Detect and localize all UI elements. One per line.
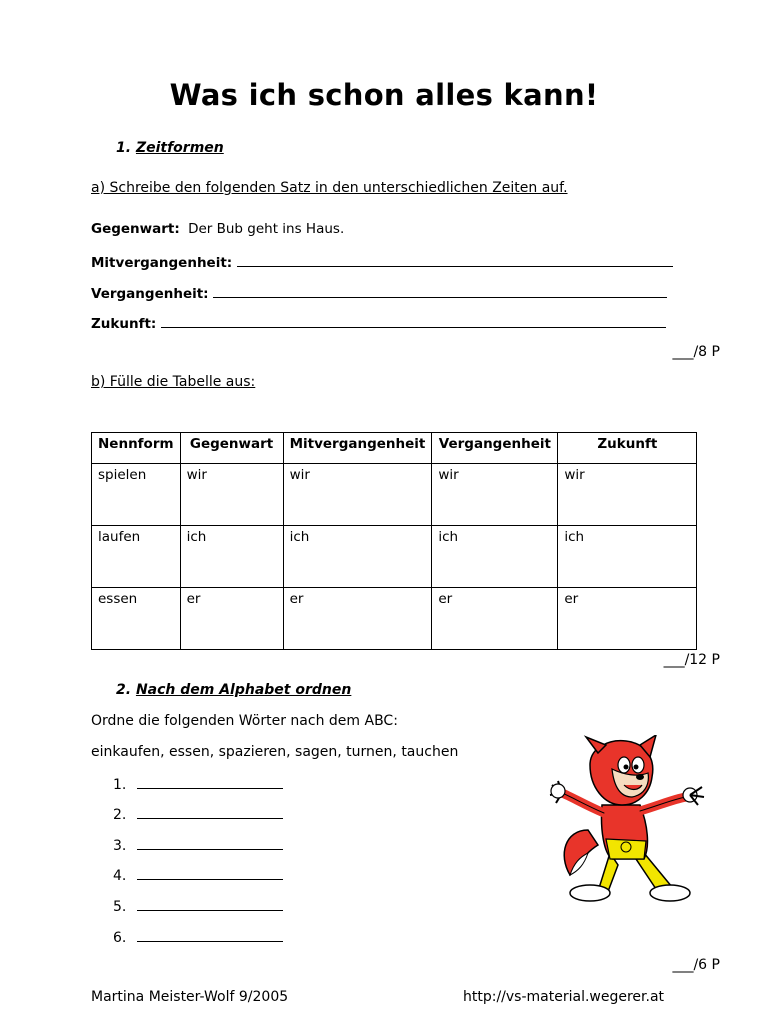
- row-value: Der Bub geht ins Haus.: [188, 221, 345, 237]
- table-cell[interactable]: er: [558, 588, 697, 650]
- section-1-number: 1.: [116, 140, 132, 156]
- list-item: [113, 835, 283, 854]
- table-cell[interactable]: ich: [558, 526, 697, 588]
- answer-line[interactable]: [213, 283, 667, 298]
- table-cell: essen: [92, 588, 181, 650]
- word-list: einkaufen, essen, spazieren, sagen, turnen, tauchen: [91, 744, 459, 760]
- points-a: ___/8 P: [672, 344, 720, 360]
- row-gegenwart: [91, 221, 344, 237]
- list-item: [113, 865, 283, 884]
- row-mitvergangenheit: [91, 252, 673, 271]
- table-row: [92, 526, 697, 588]
- row-zukunft: [91, 313, 666, 332]
- list-item: [113, 774, 283, 793]
- list-number: 3.: [113, 838, 127, 854]
- row-label: Mitvergangenheit:: [91, 255, 233, 271]
- section-2-heading: [116, 682, 351, 698]
- points-b: ___/12 P: [663, 652, 720, 668]
- section-1-heading: [116, 140, 224, 156]
- points-section-2: ___/6 P: [672, 957, 720, 973]
- list-number: 2.: [113, 807, 127, 823]
- footer-author: Martina Meister-Wolf 9/2005: [91, 989, 289, 1005]
- list-number: 4.: [113, 868, 127, 884]
- answer-line[interactable]: [137, 927, 283, 942]
- table-cell[interactable]: ich: [432, 526, 558, 588]
- table-cell[interactable]: er: [180, 588, 283, 650]
- tenses-table: [91, 432, 697, 650]
- row-label: Zukunft:: [91, 316, 157, 332]
- row-label: Gegenwart:: [91, 221, 180, 237]
- table-cell[interactable]: wir: [558, 464, 697, 526]
- list-item: [113, 927, 283, 946]
- footer-url[interactable]: http://vs-material.wegerer.at: [463, 989, 665, 1005]
- row-label: Vergangenheit:: [91, 286, 209, 302]
- answer-line[interactable]: [161, 313, 666, 328]
- table-cell[interactable]: ich: [180, 526, 283, 588]
- table-header: Zukunft: [558, 433, 697, 464]
- table-header-row: [92, 433, 697, 464]
- table-header: Vergangenheit: [432, 433, 558, 464]
- table-cell[interactable]: wir: [180, 464, 283, 526]
- table-cell: spielen: [92, 464, 181, 526]
- table-cell[interactable]: er: [283, 588, 432, 650]
- row-vergangenheit: [91, 283, 667, 302]
- alphabet-instruction: Ordne die folgenden Wörter nach dem ABC:: [91, 713, 398, 729]
- list-number: 1.: [113, 777, 127, 793]
- table-cell[interactable]: ich: [283, 526, 432, 588]
- table-cell: laufen: [92, 526, 181, 588]
- table-header: Mitvergangenheit: [283, 433, 432, 464]
- list-number: 5.: [113, 899, 127, 915]
- table-cell[interactable]: wir: [283, 464, 432, 526]
- answer-line[interactable]: [137, 774, 283, 789]
- list-item: [113, 896, 283, 915]
- answer-line[interactable]: [137, 835, 283, 850]
- section-2-label: Nach dem Alphabet ordnen: [135, 682, 352, 698]
- table-header: Gegenwart: [180, 433, 283, 464]
- list-item: [113, 804, 283, 823]
- section-1-label: Zeitformen: [135, 140, 224, 156]
- table-cell[interactable]: wir: [432, 464, 558, 526]
- table-header: Nennform: [92, 433, 181, 464]
- section-2-number: 2.: [116, 682, 132, 698]
- answer-line[interactable]: [137, 896, 283, 911]
- answer-line[interactable]: [137, 804, 283, 819]
- task-a-instruction: a) Schreibe den folgenden Satz in den unterschiedlichen Zeiten auf.: [91, 180, 568, 196]
- list-number: 6.: [113, 930, 127, 946]
- answer-line[interactable]: [237, 252, 673, 267]
- table-row: [92, 588, 697, 650]
- page-title: Was ich schon alles kann!: [169, 78, 599, 112]
- task-b-instruction: b) Fülle die Tabelle aus:: [91, 374, 256, 390]
- table-cell[interactable]: er: [432, 588, 558, 650]
- answer-line[interactable]: [137, 865, 283, 880]
- cartoon-fox-mascot-icon: [540, 735, 710, 910]
- table-row: [92, 464, 697, 526]
